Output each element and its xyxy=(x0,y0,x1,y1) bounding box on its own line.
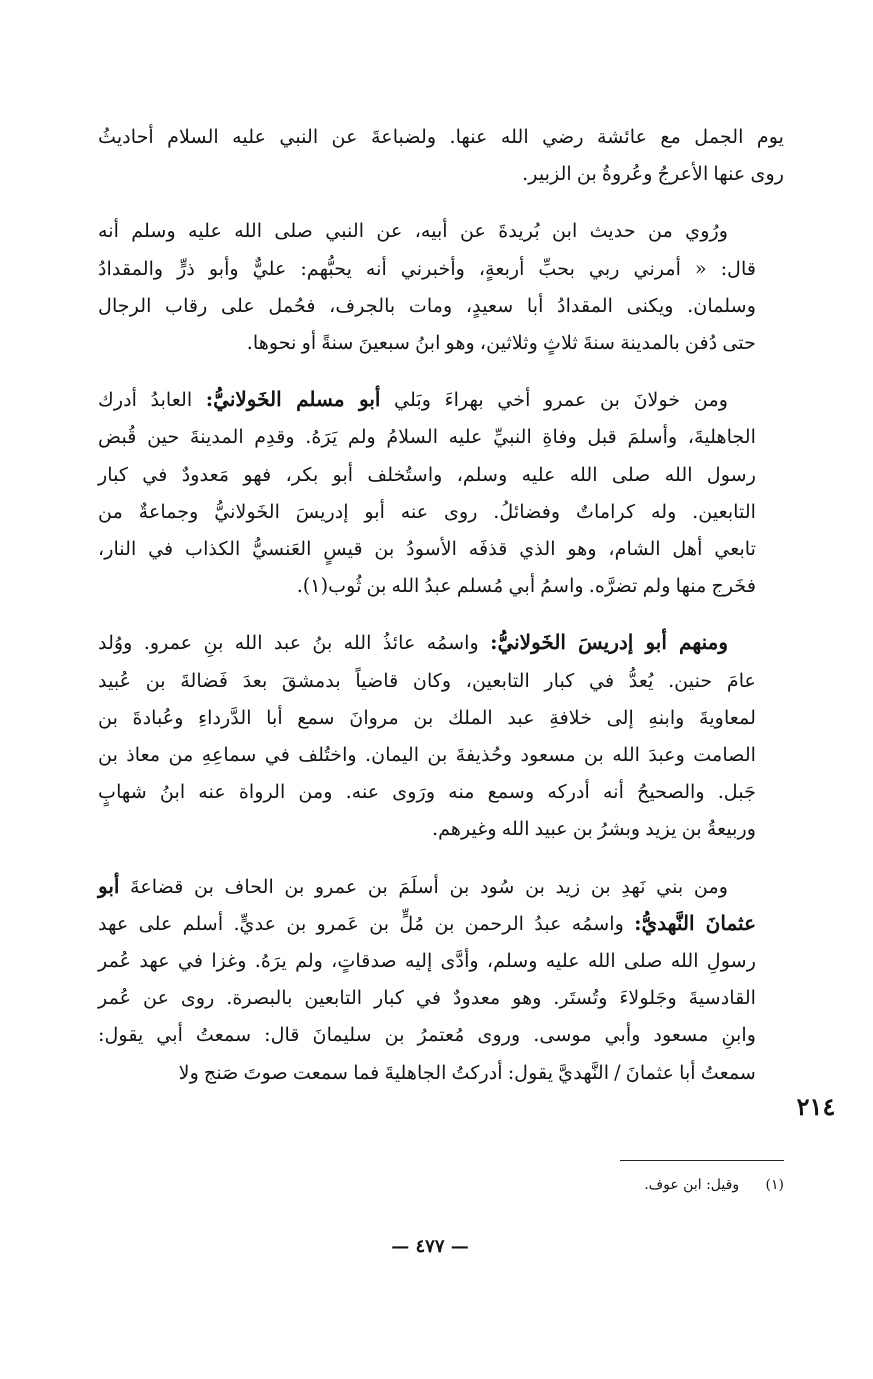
margin-page-reference: ٢١٤ xyxy=(796,1092,836,1121)
text-line xyxy=(98,624,784,661)
line-text: واسمُه عبدُ الرحمن بن مُلٍّ بن عَمرو بن عديٍّ. أسلم على عهد xyxy=(98,911,635,935)
text-line: فخَرج منها ولم تضرَّه. واسمُ أبي مُسلم عبدُ الله بن ثُوب(١). xyxy=(296,574,756,598)
footnote-number: (١) xyxy=(765,1177,784,1193)
text-line: الصامت وعبدَ الله بن مسعود وحُذيفةَ بن اليمان. واختُلف في سماعِهِ من معاذ بن xyxy=(98,743,756,767)
text-line: وابنِ مسعود وأبي موسى. وروى مُعتمرُ بن سليمانَ قال: سمعتُ أبي يقول: xyxy=(98,1023,756,1047)
paragraph xyxy=(98,381,784,604)
line-text: ومن خولانَ بن عمرو أخي بهراءَ وبَلي xyxy=(380,388,728,412)
bold-name: أبو مسلم الخَولانيُّ: xyxy=(205,387,381,412)
text-line: تابعي أهل الشام، وهو الذي قذفَه الأسودُ بن قيسٍ العَنسيُّ الكذاب في النار، xyxy=(98,537,756,561)
bold-name: ومنهم أبو إدريسَ الخَولانيُّ: xyxy=(490,630,728,655)
paragraph xyxy=(98,868,784,1091)
line-text: ومن بني نَهدِ بن زيد بن سُود بن أسلَمَ بن عمرو بن الحاف بن قضاعةَ xyxy=(119,874,728,898)
text-line: سمعتُ أبا عثمانَ / النَّهديَّ يقول: أدركتُ الجاهليةَ فما سمعت صوتَ صَنج ولا xyxy=(178,1060,756,1084)
text-line: الجاهليةَ، وأسلمَ قبل وفاةِ النبيِّ عليه السلامُ ولم يَرَهُ. وقدِم المدينةَ حين قُبض xyxy=(98,425,756,449)
paragraph xyxy=(98,118,784,192)
footnote xyxy=(480,1174,784,1196)
text-line: روى عنها الأعرجُ وعُروةُ بن الزبير. xyxy=(522,162,784,186)
text-line: يوم الجمل مع عائشة رضي الله عنها. ولضباعةَ عن النبي عليه السلام أحاديثُ xyxy=(98,125,784,148)
text-line: رسولِ الله صلى الله عليه وسلم، وأدَّى إليه صدقاتٍ، ولم يرَهُ. وغزا في عهد عُمر xyxy=(98,949,756,973)
body-text xyxy=(98,118,784,1111)
bold-name: عثمانَ النَّهديُّ: xyxy=(634,910,756,935)
text-line xyxy=(98,868,784,905)
footnote-separator xyxy=(620,1160,784,1161)
text-line: القادسيةَ وجَلولاءَ وتُستَر. وهو معدودٌ في كبار التابعين بالبصرة. روى عن عُمر xyxy=(98,986,756,1010)
text-line: لمعاويةَ وابنهِ إلى خلافةِ عبد الملك بن مروانَ سمع أبا الدَّرداءِ وعُبادةَ بن xyxy=(98,705,756,729)
text-line: وسلمان. ويكنى المقدادُ أبا سعيدٍ، ومات بالجرف، فحُمل على رقاب الرجال xyxy=(98,293,756,317)
text-line: حتى دُفن بالمدينة سنةَ ثلاثٍ وثلاثين، وهو ابنُ سبعينَ سنةً أو نحوها. xyxy=(246,331,756,355)
page-number: — ٤٧٧ — xyxy=(391,1236,469,1257)
text-line: ورُوي من حديث ابن بُريدةَ عن أبيه، عن النبي صلى الله عليه وسلم أنه xyxy=(98,219,728,243)
paragraph xyxy=(98,624,784,847)
text-line xyxy=(98,905,784,942)
text-line: قال: « أمرني ربي بحبِّ أربعةٍ، وأخبرني أنه يحبُّهم: عليٌّ وأبو ذرٍّ والمقدادُ xyxy=(98,256,756,280)
text-line: جَبل. والصحيحُ أنه أدركه وسمع منه ورَوى عنه. ومن الرواة عنه ابنُ شهابٍ xyxy=(98,780,756,804)
bold-name: أبو xyxy=(98,873,120,898)
text-line: وربيعةُ بن يزيد وبشرُ بن عبيد الله وغيرهم. xyxy=(431,817,756,841)
paragraph xyxy=(98,212,784,361)
text-line xyxy=(98,381,784,418)
line-text: العابدُ أدرك xyxy=(98,388,206,412)
line-text: واسمُه عائذُ الله بنُ عبد الله بنِ عمرو. ووُلد xyxy=(98,631,491,655)
text-line: رسول الله صلى الله عليه وسلم، واستُخلف أبو بكر، فهو مَعدودٌ في كبار xyxy=(98,462,756,486)
text-line: عامَ حنين. يُعدُّ في كبار التابعين، وكان قاضياً بدمشقَ بعدَ فَضالةَ بن عُبيد xyxy=(98,668,756,692)
text-line: التابعين. وله كراماتٌ وفضائلُ. روى عنه أبو إدريسَ الخَولانيُّ وجماعةٌ من xyxy=(98,499,756,523)
footnote-text: وقيل: ابن عوف. xyxy=(644,1177,740,1193)
